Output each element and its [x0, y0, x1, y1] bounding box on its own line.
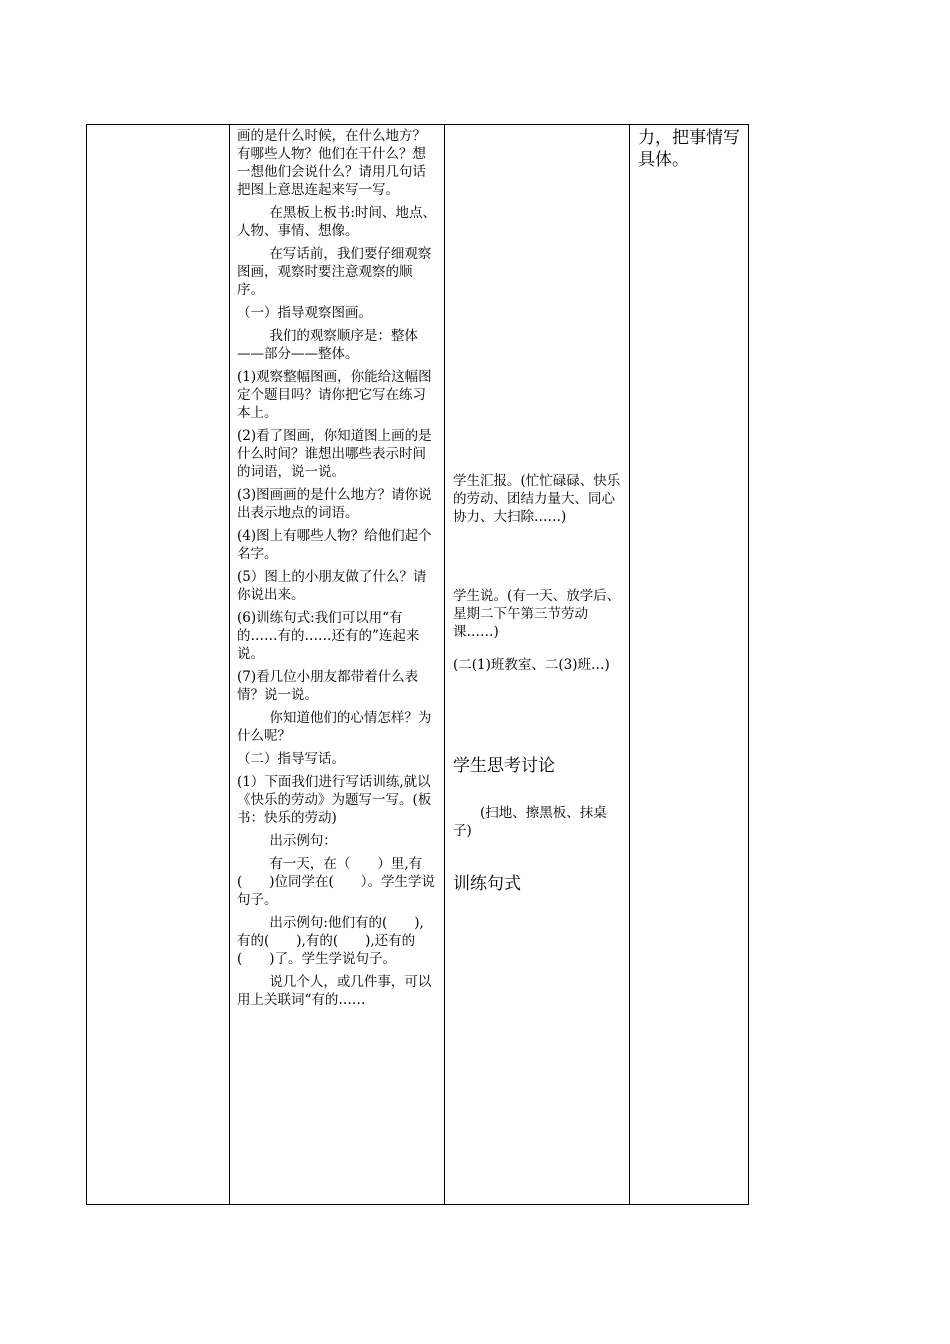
question-item: (7)看几位小朋友都带着什么表情？说一说。	[237, 669, 419, 703]
question-item: (2)看了图画，你知道图上画的是什么时间？谁想出哪些表示时间的词语，说一说。	[237, 428, 432, 480]
question-item: (4)图上有哪些人物？给他们起个名字。	[237, 528, 432, 562]
question-item: (3)图画画的是什么地方？请你说出表示地点的词语。	[237, 487, 432, 521]
teacher-activity-column	[237, 127, 437, 1014]
paragraph: 在写话前，我们要仔细观察图画，观察时要注意观察的顺序。	[237, 246, 432, 298]
note-text: 力，把事情写具体。	[638, 128, 740, 170]
training-label: 训练句式	[453, 874, 521, 894]
section-heading: （一）指导观察图画。	[237, 305, 372, 321]
paragraph: 说几个人，或几件事，可以用上关联词“有的……	[237, 974, 432, 1008]
student-report: (二(1)班教室、二(3)班…)	[453, 657, 610, 673]
example-sentence: 有一天，在（ ）里,有( )位同学在( ）。学生学说句子。	[237, 856, 436, 908]
discussion-label: 学生思考讨论	[453, 756, 555, 776]
example-sentence: 出示例句:他们有的( ),有的( ),有的( ),还有的( )了。学生学说句子。	[237, 915, 424, 967]
section-heading: （二）指导写话。	[237, 751, 345, 767]
action-list: (扫地、擦黑板、抹桌子)	[453, 805, 607, 839]
question-item: (1)观察整幅图画，你能给这幅图定个题目吗？请你把它写在练习本上。	[237, 369, 432, 421]
question-item: (6)训练句式:我们可以用“有的……有的……还有的”连起来说。	[237, 610, 420, 662]
table-divider-1	[229, 124, 230, 1205]
student-report: 学生说。(有一天、放学后、星期二下午第三节劳动课……)	[453, 588, 621, 640]
paragraph: 你知道他们的心情怎样？为什么呢？	[237, 710, 432, 744]
paragraph: 我们的观察顺序是：整体——部分——整体。	[237, 328, 418, 362]
table-divider-2	[444, 124, 445, 1205]
question-item: (5）图上的小朋友做了什么？请你说出来。	[237, 569, 427, 603]
paragraph: 画的是什么时候，在什么地方？有哪些人物？他们在干什么？想一想他们会说什么？请用几句话把图上意思连起来写一写。	[237, 128, 426, 198]
table-border-right	[748, 124, 749, 1205]
table-divider-3	[629, 124, 630, 1205]
paragraph: 出示例句：	[269, 833, 337, 849]
paragraph: 在黑板上板书:时间、地点、人物、事情、想像。	[237, 205, 436, 239]
student-report: 学生汇报。(忙忙碌碌、快乐的劳动、团结力量大、同心协力、大扫除……)	[453, 473, 621, 525]
notes-column	[638, 127, 746, 171]
question-item: (1）下面我们进行写话训练,就以《快乐的劳动》为题写一写。(板书：快乐的劳动)	[237, 774, 432, 826]
table-border-left	[86, 124, 87, 1205]
